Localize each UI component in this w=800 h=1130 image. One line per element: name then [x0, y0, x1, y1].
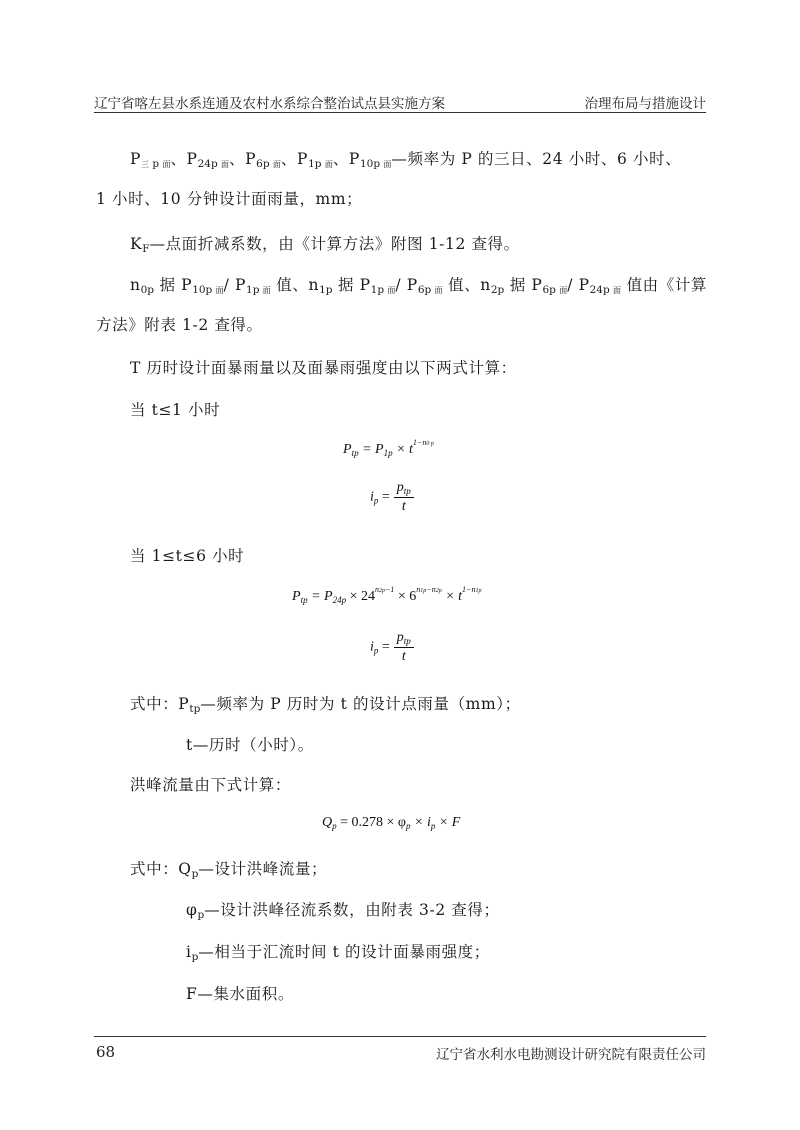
design-rainfall-definition-cont: 1 小时、10 分钟设计面雨量，mm；: [96, 190, 363, 208]
condition-t-le-1: 当 t≤1 小时: [130, 401, 221, 419]
document-title: 辽宁省喀左县水系连通及农村水系综合整治试点县实施方案: [94, 96, 445, 112]
page-footer: [94, 1036, 706, 1061]
phi-definition: $\varphi_p—$设计洪峰径流系数，由附表 3-2 查得；: [186, 901, 500, 921]
formula-ptp-short: $P_{tp} = P_{1p} \times t^{1-n0 p}$: [343, 438, 434, 458]
condition-t-1-to-6: 当 1≤t≤6 小时: [130, 547, 245, 565]
formula-flood-peak: $Q_p = 0.278 \times \varphi_p \times i_p \times F$: [322, 815, 461, 831]
organization-name: 辽宁省水利水电勘测设计研究院有限责任公司: [436, 1047, 706, 1063]
page-header: [94, 88, 706, 113]
n-coefficient-definition-cont: 方法》附表 1-2 查得。: [96, 316, 263, 334]
ip-definition: $i_p—$相当于汇流时间 t 的设计面暴雨强度；: [186, 943, 490, 963]
qp-definition: 式中：$Q_p—$设计洪峰流量；: [130, 860, 328, 880]
n-coefficient-definition: $n_{0p}$ 据 $P_{10p 面}/$ $P_{1p 面}$ 值、$n_{1p}$ 据 $P_{1p 面}/$ $P_{6p 面}$ 值、$n_{2p}$ 据 $P_{6p 面}/$ $P_{24p 面}$ 值由《计算: [130, 276, 708, 296]
design-rainfall-definition: $P_{三 p 面}$、$P_{24p 面}$、$P_{6p 面}$、$P_{1p 面}$、$P_{10p 面}—$频率为 P 的三日、24 小时、6 小时、: [130, 150, 682, 170]
flood-peak-intro: 洪峰流量由下式计算：: [130, 776, 292, 794]
section-title: 治理布局与措施设计: [584, 96, 706, 112]
formula-ptp-long: $P_{tp} = P_{24p} \times 24^{n2p-1} \times 6^{n1p-n2p} \times t^{1-n1p}$: [292, 585, 482, 605]
formula-ip-2: $i_p$ = $\frac{p_{tp}}{t}$: [370, 630, 414, 665]
formula-ip-1: $i_p$ = $\frac{p_{tp}}{t}$: [370, 480, 414, 515]
ptp-definition: 式中：$P_{tp}—$频率为 P 历时为 t 的设计点雨量（mm）；: [130, 695, 521, 715]
f-definition: F—集水面积。: [186, 985, 294, 1003]
t-definition: t—历时（小时）。: [186, 736, 314, 754]
kf-definition: $K_F—$点面折减系数，由《计算方法》附图 1-12 查得。: [130, 235, 520, 255]
page-number: 68: [96, 1043, 116, 1061]
t-intro: T 历时设计面暴雨量以及面暴雨强度由以下两式计算：: [130, 359, 517, 377]
